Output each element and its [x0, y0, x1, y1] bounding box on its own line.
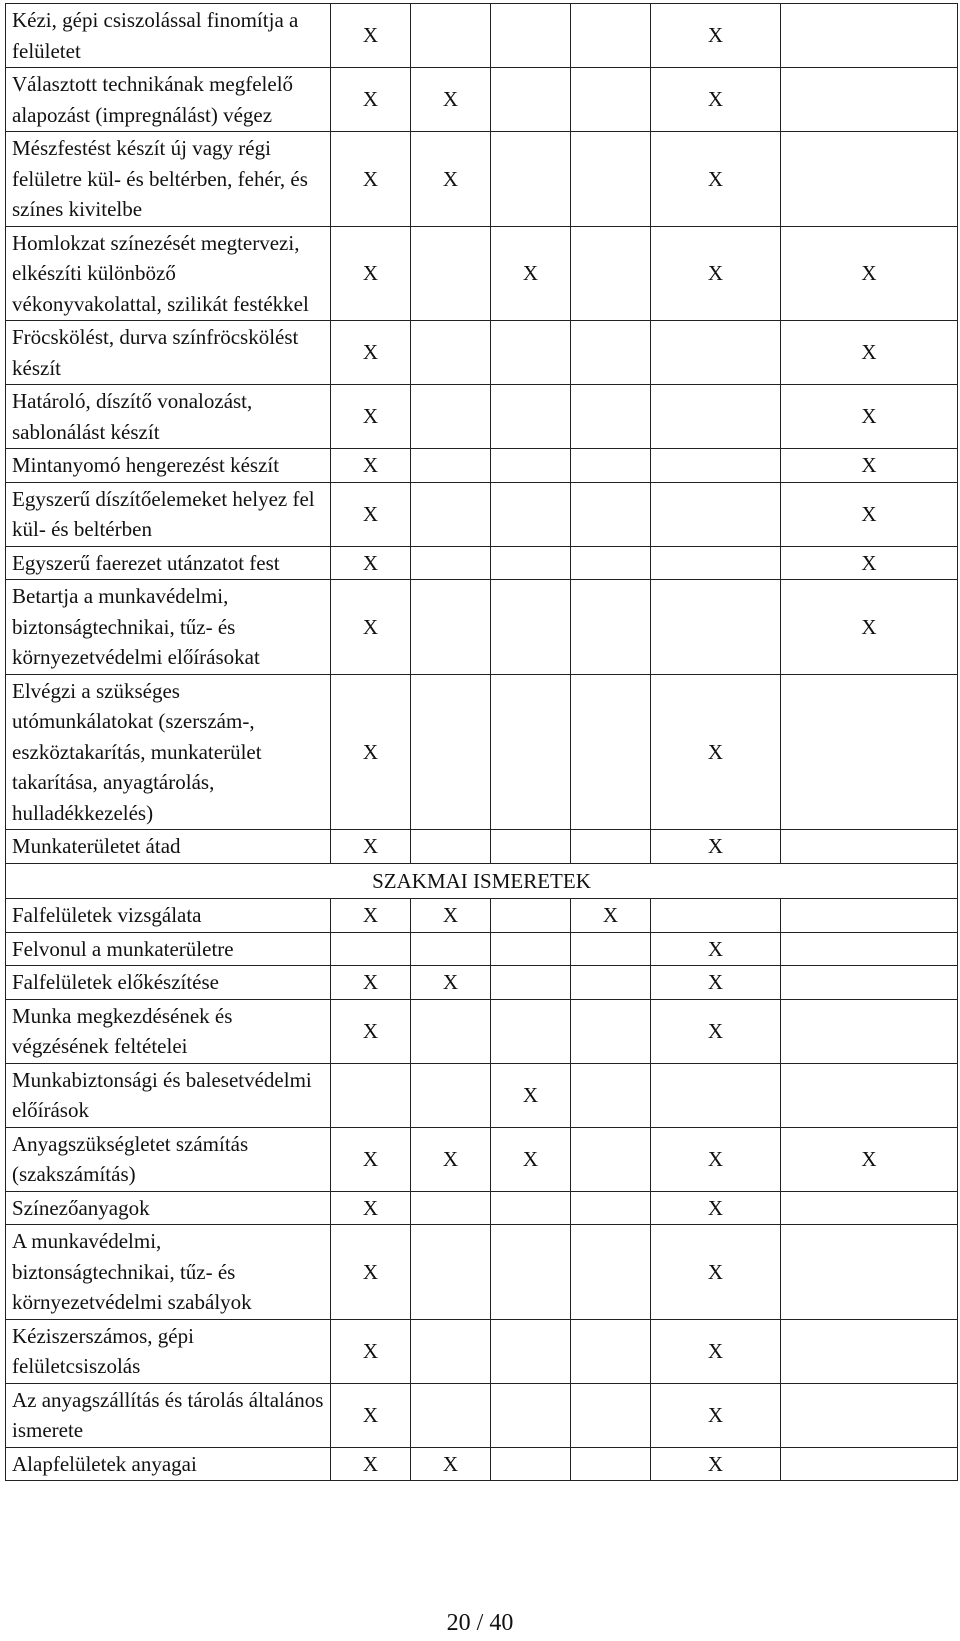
table-row	[6, 674, 958, 830]
mark-cell	[571, 226, 651, 321]
mark-cell: X	[331, 321, 411, 385]
mark-cell	[491, 1447, 571, 1481]
mark-cell	[491, 966, 571, 1000]
mark-cell	[571, 321, 651, 385]
mark-cell	[781, 68, 958, 132]
mark-cell: X	[331, 1383, 411, 1447]
mark-cell: X	[781, 226, 958, 321]
mark-cell	[491, 999, 571, 1063]
mark-cell	[571, 580, 651, 675]
mark-cell	[491, 1383, 571, 1447]
mark-cell: X	[651, 999, 781, 1063]
row-label: Anyagszükségletet számítás (szakszámítás)	[6, 1127, 331, 1191]
mark-cell: X	[331, 580, 411, 675]
mark-cell	[411, 449, 491, 483]
table-row	[6, 580, 958, 675]
table-row	[6, 321, 958, 385]
mark-cell: X	[331, 1447, 411, 1481]
mark-cell	[411, 385, 491, 449]
mark-cell	[781, 966, 958, 1000]
mark-cell	[411, 4, 491, 68]
mark-cell	[411, 321, 491, 385]
row-label: Az anyagszállítás és tárolás általános ismerete	[6, 1383, 331, 1447]
mark-cell	[491, 830, 571, 864]
mark-cell	[411, 830, 491, 864]
mark-cell: X	[331, 4, 411, 68]
mark-cell	[491, 899, 571, 933]
mark-cell	[781, 132, 958, 227]
mark-cell	[781, 1063, 958, 1127]
mark-cell	[781, 4, 958, 68]
mark-cell: X	[331, 1319, 411, 1383]
row-label: Munkabiztonsági és balesetvédelmi előírások	[6, 1063, 331, 1127]
row-label: Alapfelületek anyagai	[6, 1447, 331, 1481]
mark-cell	[781, 830, 958, 864]
mark-cell	[411, 546, 491, 580]
row-label: Elvégzi a szükséges utómunkálatokat (szerszám-, eszköztakarítás, munkaterület takarítása, anyagtárolás, hulladékkezelés)	[6, 674, 331, 830]
mark-cell: X	[331, 674, 411, 830]
table-row	[6, 1319, 958, 1383]
mark-cell	[331, 932, 411, 966]
mark-cell: X	[651, 830, 781, 864]
mark-cell: X	[781, 449, 958, 483]
mark-cell	[491, 4, 571, 68]
mark-cell	[651, 449, 781, 483]
mark-cell	[571, 674, 651, 830]
mark-cell: X	[651, 1191, 781, 1225]
row-label: Falfelületek előkészítése	[6, 966, 331, 1000]
table-row	[6, 932, 958, 966]
section-row	[6, 863, 958, 899]
row-label: Kézi, gépi csiszolással finomítja a felületet	[6, 4, 331, 68]
mark-cell: X	[781, 321, 958, 385]
mark-cell: X	[331, 1225, 411, 1320]
mark-cell: X	[331, 482, 411, 546]
mark-cell: X	[331, 132, 411, 227]
mark-cell	[411, 1191, 491, 1225]
row-label: Munka megkezdésének és végzésének feltételei	[6, 999, 331, 1063]
mark-cell: X	[331, 449, 411, 483]
row-label: Falfelületek vizsgálata	[6, 899, 331, 933]
mark-cell	[571, 132, 651, 227]
mark-cell: X	[651, 932, 781, 966]
mark-cell: X	[331, 226, 411, 321]
mark-cell	[571, 999, 651, 1063]
table-row	[6, 1225, 958, 1320]
mark-cell	[491, 1191, 571, 1225]
mark-cell	[571, 966, 651, 1000]
mark-cell: X	[651, 1127, 781, 1191]
table-row	[6, 1447, 958, 1481]
mark-cell	[651, 385, 781, 449]
mark-cell: X	[331, 830, 411, 864]
mark-cell	[571, 1127, 651, 1191]
mark-cell: X	[781, 546, 958, 580]
mark-cell	[411, 674, 491, 830]
mark-cell	[491, 132, 571, 227]
mark-cell: X	[571, 899, 651, 933]
mark-cell: X	[331, 68, 411, 132]
mark-cell: X	[651, 674, 781, 830]
row-label: Munkaterületet átad	[6, 830, 331, 864]
row-label: Színezőanyagok	[6, 1191, 331, 1225]
mark-cell: X	[781, 385, 958, 449]
mark-cell: X	[331, 546, 411, 580]
mark-cell: X	[411, 1447, 491, 1481]
mark-cell	[571, 482, 651, 546]
mark-cell: X	[491, 1063, 571, 1127]
table-row	[6, 999, 958, 1063]
mark-cell	[491, 68, 571, 132]
table-row	[6, 449, 958, 483]
mark-cell: X	[651, 1225, 781, 1320]
mark-cell	[411, 226, 491, 321]
mark-cell: X	[411, 132, 491, 227]
row-label: Egyszerű díszítőelemeket helyez fel kül- és beltérben	[6, 482, 331, 546]
mark-cell: X	[651, 226, 781, 321]
mark-cell	[781, 932, 958, 966]
mark-cell	[491, 449, 571, 483]
mark-cell	[411, 932, 491, 966]
section-title: SZAKMAI ISMERETEK	[6, 863, 958, 899]
mark-cell: X	[651, 68, 781, 132]
row-label: Mészfestést készít új vagy régi felületre kül- és beltérben, fehér, és színes kivitelbe	[6, 132, 331, 227]
mark-cell: X	[411, 1127, 491, 1191]
mark-cell: X	[491, 1127, 571, 1191]
mark-cell	[491, 385, 571, 449]
mark-cell	[651, 899, 781, 933]
mark-cell: X	[331, 1127, 411, 1191]
mark-cell	[571, 932, 651, 966]
mark-cell	[781, 1319, 958, 1383]
mark-cell: X	[781, 482, 958, 546]
table-row	[6, 482, 958, 546]
table-row	[6, 1063, 958, 1127]
page-number: 20 / 40	[446, 1610, 514, 1636]
mark-cell	[571, 4, 651, 68]
mark-cell	[781, 1191, 958, 1225]
table-row	[6, 1127, 958, 1191]
mark-cell	[571, 68, 651, 132]
mark-cell	[411, 580, 491, 675]
mark-cell	[781, 674, 958, 830]
mark-cell	[651, 321, 781, 385]
mark-cell: X	[411, 68, 491, 132]
mark-cell	[651, 482, 781, 546]
mark-cell	[491, 580, 571, 675]
row-label: Felvonul a munkaterületre	[6, 932, 331, 966]
mark-cell	[571, 830, 651, 864]
mark-cell: X	[331, 966, 411, 1000]
mark-cell	[571, 449, 651, 483]
mark-cell	[651, 580, 781, 675]
table-row	[6, 899, 958, 933]
mark-cell	[781, 1447, 958, 1481]
mark-cell: X	[411, 899, 491, 933]
mark-cell	[571, 1063, 651, 1127]
row-label: Kéziszerszámos, gépi felületcsiszolás	[6, 1319, 331, 1383]
mark-cell: X	[651, 1447, 781, 1481]
mark-cell	[651, 546, 781, 580]
mark-cell: X	[781, 1127, 958, 1191]
mark-cell	[491, 546, 571, 580]
mark-cell	[411, 482, 491, 546]
table-row	[6, 4, 958, 68]
mark-cell: X	[651, 1319, 781, 1383]
row-label: Választott technikának megfelelő alapozást (impregnálást) végez	[6, 68, 331, 132]
table-row	[6, 546, 958, 580]
mark-cell: X	[651, 132, 781, 227]
table-row	[6, 68, 958, 132]
mark-cell	[491, 1225, 571, 1320]
table-row	[6, 1383, 958, 1447]
row-label: Betartja a munkavédelmi, biztonságtechnikai, tűz- és környezetvédelmi előírásokat	[6, 580, 331, 675]
mark-cell	[411, 1319, 491, 1383]
mark-cell	[411, 999, 491, 1063]
competency-table	[5, 3, 958, 1481]
mark-cell: X	[651, 4, 781, 68]
row-label: Homlokzat színezését megtervezi, elkészíti különböző vékonyvakolattal, szilikát festékkel	[6, 226, 331, 321]
row-label: Mintanyomó hengerezést készít	[6, 449, 331, 483]
mark-cell: X	[411, 966, 491, 1000]
mark-cell	[411, 1225, 491, 1320]
mark-cell	[781, 999, 958, 1063]
mark-cell	[571, 1383, 651, 1447]
mark-cell: X	[651, 966, 781, 1000]
mark-cell	[571, 1225, 651, 1320]
mark-cell	[571, 1191, 651, 1225]
mark-cell: X	[331, 1191, 411, 1225]
mark-cell	[491, 482, 571, 546]
table-row	[6, 132, 958, 227]
mark-cell	[571, 1447, 651, 1481]
mark-cell	[331, 1063, 411, 1127]
mark-cell	[571, 385, 651, 449]
mark-cell: X	[331, 385, 411, 449]
table-row	[6, 385, 958, 449]
mark-cell	[491, 932, 571, 966]
mark-cell	[491, 674, 571, 830]
row-label: A munkavédelmi, biztonságtechnikai, tűz- és környezetvédelmi szabályok	[6, 1225, 331, 1320]
mark-cell	[411, 1063, 491, 1127]
mark-cell	[571, 1319, 651, 1383]
mark-cell	[491, 321, 571, 385]
mark-cell	[491, 1319, 571, 1383]
mark-cell	[781, 1383, 958, 1447]
row-label: Egyszerű faerezet utánzatot fest	[6, 546, 331, 580]
mark-cell: X	[651, 1383, 781, 1447]
mark-cell	[571, 546, 651, 580]
row-label: Határoló, díszítő vonalozást, sablonálást készít	[6, 385, 331, 449]
mark-cell	[651, 1063, 781, 1127]
mark-cell: X	[491, 226, 571, 321]
table-row	[6, 830, 958, 864]
mark-cell: X	[781, 580, 958, 675]
mark-cell	[781, 1225, 958, 1320]
mark-cell: X	[331, 999, 411, 1063]
row-label: Fröcskölést, durva színfröcskölést készít	[6, 321, 331, 385]
mark-cell	[781, 899, 958, 933]
table-row	[6, 1191, 958, 1225]
mark-cell	[411, 1383, 491, 1447]
table-row	[6, 966, 958, 1000]
table-row	[6, 226, 958, 321]
mark-cell: X	[331, 899, 411, 933]
